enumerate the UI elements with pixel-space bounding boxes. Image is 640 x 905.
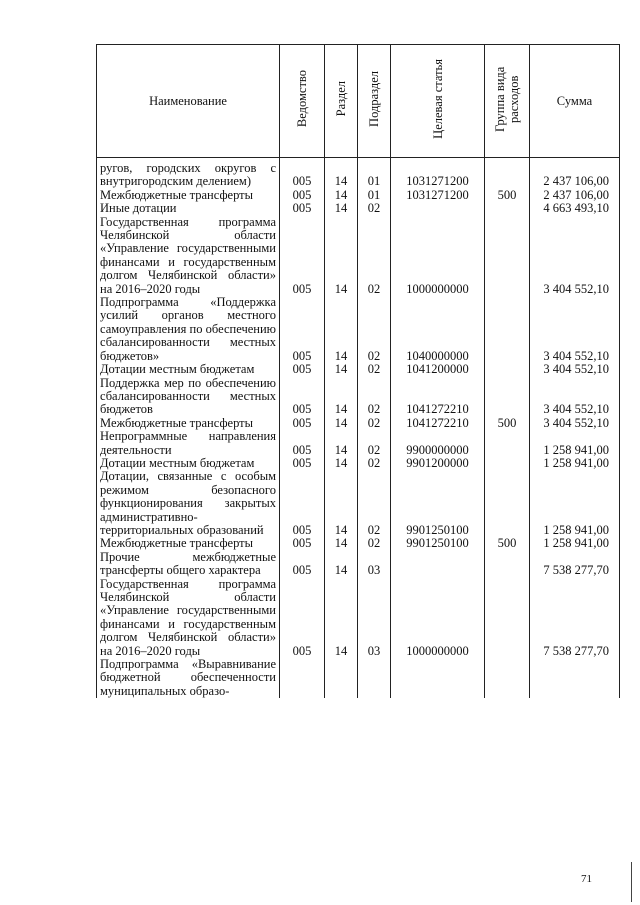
cell-target xyxy=(391,551,485,578)
cell-sec: 14 xyxy=(325,363,358,376)
cell-target: 9901200000 xyxy=(391,457,485,470)
cell-sum: 7 538 277,70 xyxy=(530,578,620,658)
cell-target: 1031271200 xyxy=(391,158,485,189)
cell-group xyxy=(485,296,530,363)
cell-group: 500 xyxy=(485,417,530,430)
table-row xyxy=(97,551,620,578)
cell-sub: 02 xyxy=(358,470,391,537)
cell-group xyxy=(485,470,530,537)
cell-target: 1000000000 xyxy=(391,578,485,658)
cell-dept: 005 xyxy=(280,537,325,550)
scan-edge-line xyxy=(631,862,632,902)
cell-dept: 005 xyxy=(280,470,325,537)
cell-dept: 005 xyxy=(280,363,325,376)
cell-dept: 005 xyxy=(280,551,325,578)
cell-sum xyxy=(530,658,620,698)
cell-target xyxy=(391,202,485,215)
cell-sub: 02 xyxy=(358,216,391,296)
cell-sec: 14 xyxy=(325,457,358,470)
cell-group xyxy=(485,578,530,658)
cell-group xyxy=(485,202,530,215)
table-row xyxy=(97,457,620,470)
cell-sub: 01 xyxy=(358,158,391,189)
cell-sum: 3 404 552,10 xyxy=(530,363,620,376)
cell-sum: 7 538 277,70 xyxy=(530,551,620,578)
cell-sub: 01 xyxy=(358,189,391,202)
cell-sec: 14 xyxy=(325,216,358,296)
cell-dept: 005 xyxy=(280,578,325,658)
cell-dept xyxy=(280,658,325,698)
cell-sec: 14 xyxy=(325,377,358,417)
cell-group xyxy=(485,430,530,457)
header-group: Группа вида расходов xyxy=(485,45,530,158)
cell-group: 500 xyxy=(485,537,530,550)
cell-target: 1000000000 xyxy=(391,216,485,296)
cell-sub xyxy=(358,658,391,698)
cell-sum: 3 404 552,10 xyxy=(530,296,620,363)
cell-name: Государственная программа Челябинской области «Управление государственными финансами и государственным долгом Челябинской области» на 2016–2020 годы xyxy=(97,578,280,658)
cell-target: 9901250100 xyxy=(391,537,485,550)
cell-target: 1040000000 xyxy=(391,296,485,363)
cell-sec xyxy=(325,658,358,698)
header-dept: Ведомство xyxy=(280,45,325,158)
cell-sub: 02 xyxy=(358,363,391,376)
page-number: 71 xyxy=(581,873,592,885)
table-row xyxy=(97,158,620,189)
table-row xyxy=(97,578,620,658)
table-row xyxy=(97,377,620,417)
cell-sec: 14 xyxy=(325,296,358,363)
header-name: Наименование xyxy=(97,45,280,158)
table-row xyxy=(97,296,620,363)
table-row xyxy=(97,430,620,457)
cell-name: Государственная программа Челябинской области «Управление государственными финансами и государственным долгом Челябинской области» на 2016–2020 годы xyxy=(97,216,280,296)
cell-group: 500 xyxy=(485,189,530,202)
cell-name: Межбюджетные трансферты xyxy=(97,417,280,430)
cell-target: 1031271200 xyxy=(391,189,485,202)
cell-sum: 3 404 552,10 xyxy=(530,377,620,417)
cell-target: 1041200000 xyxy=(391,363,485,376)
cell-sec: 14 xyxy=(325,470,358,537)
cell-sub: 03 xyxy=(358,551,391,578)
cell-name: Подпрограмма «Поддержка усилий органов местного самоуправления по обеспечению сбалансированности местных бюджетов» xyxy=(97,296,280,363)
header-subsection: Подраздел xyxy=(358,45,391,158)
cell-dept: 005 xyxy=(280,377,325,417)
cell-target: 9901250100 xyxy=(391,470,485,537)
cell-sub: 02 xyxy=(358,537,391,550)
cell-name: Иные дотации xyxy=(97,202,280,215)
cell-group xyxy=(485,457,530,470)
cell-name: Межбюджетные трансферты xyxy=(97,537,280,550)
cell-dept: 005 xyxy=(280,189,325,202)
cell-name: Межбюджетные трансферты xyxy=(97,189,280,202)
cell-name: Прочие межбюджетные трансферты общего характера xyxy=(97,551,280,578)
table-row xyxy=(97,363,620,376)
cell-sum: 2 437 106,00 xyxy=(530,189,620,202)
table-row xyxy=(97,658,620,698)
table-row xyxy=(97,537,620,550)
cell-dept: 005 xyxy=(280,417,325,430)
cell-sum: 4 663 493,10 xyxy=(530,202,620,215)
cell-sec: 14 xyxy=(325,430,358,457)
cell-sub: 02 xyxy=(358,296,391,363)
cell-dept: 005 xyxy=(280,202,325,215)
table-row xyxy=(97,189,620,202)
cell-name: Подпрограмма «Выравнивание бюджетной обеспеченности муниципальных образо- xyxy=(97,658,280,698)
cell-sub: 02 xyxy=(358,457,391,470)
cell-sum: 2 437 106,00 xyxy=(530,158,620,189)
table-row xyxy=(97,202,620,215)
cell-dept: 005 xyxy=(280,457,325,470)
cell-sec: 14 xyxy=(325,158,358,189)
cell-name: Дотации, связанные с особым режимом безопасного функционирования закрытых административно-территориальных образований xyxy=(97,470,280,537)
table-body xyxy=(97,158,620,699)
cell-name: Дотации местным бюджетам xyxy=(97,457,280,470)
cell-sec: 14 xyxy=(325,417,358,430)
header-sum: Сумма xyxy=(530,45,620,158)
cell-sec: 14 xyxy=(325,537,358,550)
cell-dept: 005 xyxy=(280,158,325,189)
cell-sum: 1 258 941,00 xyxy=(530,457,620,470)
cell-name: Дотации местным бюджетам xyxy=(97,363,280,376)
cell-sec: 14 xyxy=(325,189,358,202)
cell-target: 9900000000 xyxy=(391,430,485,457)
table-row xyxy=(97,417,620,430)
table-row xyxy=(97,470,620,537)
cell-target xyxy=(391,658,485,698)
cell-sub: 02 xyxy=(358,377,391,417)
header-target: Целевая статья xyxy=(391,45,485,158)
cell-group xyxy=(485,363,530,376)
cell-sum: 1 258 941,00 xyxy=(530,537,620,550)
cell-sum: 3 404 552,10 xyxy=(530,216,620,296)
cell-dept: 005 xyxy=(280,296,325,363)
cell-dept: 005 xyxy=(280,430,325,457)
cell-name: Поддержка мер по обеспечению сбалансированности местных бюджетов xyxy=(97,377,280,417)
cell-sum: 1 258 941,00 xyxy=(530,430,620,457)
cell-sub: 03 xyxy=(358,578,391,658)
cell-sub: 02 xyxy=(358,417,391,430)
cell-sum: 3 404 552,10 xyxy=(530,417,620,430)
cell-group xyxy=(485,658,530,698)
cell-sec: 14 xyxy=(325,551,358,578)
cell-dept: 005 xyxy=(280,216,325,296)
cell-sub: 02 xyxy=(358,430,391,457)
cell-group xyxy=(485,158,530,189)
header-section: Раздел xyxy=(325,45,358,158)
cell-name: Непрограммные направления деятельности xyxy=(97,430,280,457)
cell-sum: 1 258 941,00 xyxy=(530,470,620,537)
table-row xyxy=(97,216,620,296)
cell-group xyxy=(485,551,530,578)
cell-target: 1041272210 xyxy=(391,417,485,430)
cell-sec: 14 xyxy=(325,202,358,215)
cell-sub: 02 xyxy=(358,202,391,215)
cell-sec: 14 xyxy=(325,578,358,658)
budget-table xyxy=(96,44,620,698)
cell-group xyxy=(485,216,530,296)
header-row xyxy=(97,45,620,158)
cell-name: ругов, городских округов с внутригородским делением) xyxy=(97,158,280,189)
cell-target: 1041272210 xyxy=(391,377,485,417)
cell-group xyxy=(485,377,530,417)
